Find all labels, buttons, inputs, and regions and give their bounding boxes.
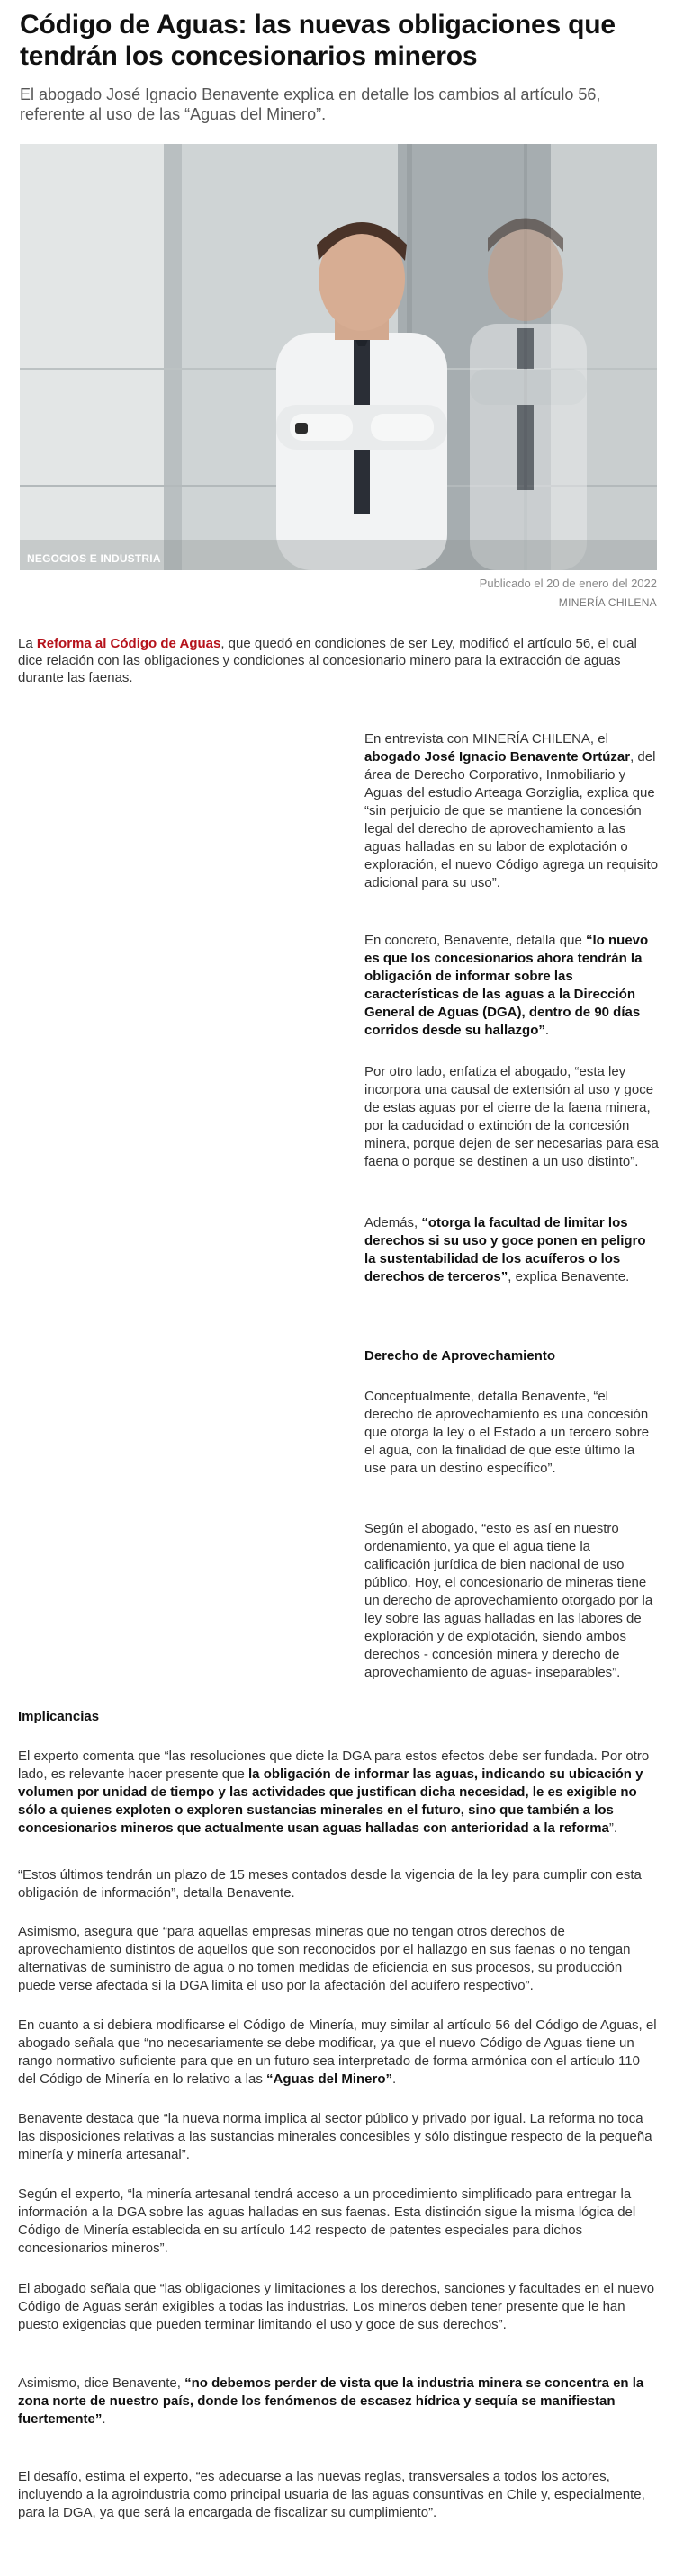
paragraph-text: En cuanto a si debiera modificarse el Código de Minería, muy similar al artículo 56 del Código de Aguas, el abogado señala que “no necesariamente se debe modificar, ya que el nuevo Código de Aguas tiene un rango normativo suficiente para que en un futuro sea interpretado de forma armónica con el artículo 110 del Código de Minería en lo relativo a las (18, 2017, 657, 2087)
category-tag[interactable]: NEGOCIOS E INDUSTRIA (27, 552, 161, 565)
bold-text: “otorga la facultad de limitar los derechos si su uso y goce ponen en peligro la sustentabilidad de los acuíferos o los derechos de terceros” (364, 1215, 646, 1284)
paragraph-text: Asimismo, dice Benavente, (18, 2375, 185, 2391)
paragraph-text: En entrevista con MINERÍA CHILENA, el (364, 731, 608, 747)
section-heading: Implicancias (18, 1709, 100, 1724)
paragraph-text: . (102, 2411, 106, 2427)
source-label: MINERÍA CHILENA (558, 596, 657, 609)
reforma-link[interactable]: Reforma al Código de Aguas (36, 636, 221, 651)
column-paragraph (364, 730, 660, 892)
body-paragraph (18, 2375, 659, 2428)
bold-text: “no debemos perder de vista que la industria minera se concentra en la zona norte de nuestro país, donde los fenómenos de escasez hídrica y sequía se manifiestan fuertemente” (18, 2375, 644, 2427)
paragraph-text: . (392, 2071, 397, 2087)
body-paragraph: El abogado señala que “las obligaciones y limitaciones a los derechos, sanciones y facultades en el nuevo Código de Aguas serán exigibles a todas las industrias. Los mineros deben tener presente que le han puesto exigencias que pueden terminar limitando el uso y goce de sus derechos”. (18, 2281, 655, 2332)
paragraph-text: , del área de Derecho Corporativo, Inmobiliario y Aguas del estudio Arteaga Gorziglia, explica que “sin perjuicio de que se mantiene la concesión legal del derecho de aprovechamiento a las aguas halladas en su labor de explotación o exploración, el nuevo Código agrega un requisito adicional para su uso”. (364, 749, 659, 890)
bold-text: abogado José Ignacio Benavente Ortúzar (364, 749, 631, 765)
bold-text: la obligación de informar las aguas, indicando su ubicación y volumen por unidad de tiempo y las actividades que justifican dicha necesidad, le es exigible no sólo a quienes exploten o exploren sustancias minerales en el futuro, sino que también a los concesionarios mineros que actualmente usan aguas halladas con anterioridad a la reforma (18, 1767, 644, 1836)
paragraph-text: . (544, 1023, 550, 1038)
bold-text: “Aguas del Minero” (266, 2071, 393, 2087)
body-paragraph: Según el experto, “la minería artesanal tendrá acceso a un procedimiento simplificado para entregar la información a la DGA sobre las aguas halladas en sus faenas. Esta distinción sigue la misma lógica del Código de Minería establecida en su artículo 142 respecto de patentes especiales para dichos concesionarios mineros”. (18, 2187, 636, 2256)
body-paragraph: “Estos últimos tendrán un plazo de 15 meses contados desde la vigencia de la ley para cumplir con esta obligación de información”, detalla Benavente. (18, 1867, 642, 1901)
column-paragraph: Conceptualmente, detalla Benavente, “el derecho de aprovechamiento es una concesión que otorga la ley o el Estado a un tercero sobre el agua, con la finalidad de que este último la use para un destino específico”. (364, 1389, 650, 1476)
body-paragraph: Asimismo, asegura que “para aquellas empresas mineras que no tengan otros derechos de aprovechamiento distintos de aquellos que son reconocidos por el hallazgo en sus faenas o no tengan alternativas de suministro de agua o no tomen medidas de eficiencia en sus procesos, su producción puede verse afectada si la DGA limita el uso por la afectación del acuífero respectivo”. (18, 1924, 631, 1993)
paragraph-text: ”. (608, 1820, 618, 1836)
portrait-illustration (20, 144, 657, 570)
hero-photo (20, 144, 657, 570)
section-heading: Derecho de Aprovechamiento (364, 1348, 555, 1364)
publish-date: Publicado el 20 de enero del 2022 (479, 577, 657, 590)
intro-text-end: , que quedó en condiciones de ser Ley, modificó el artículo 56, el cual dice relación con las obligaciones y condiciones al concesionario minero para la extracción de aguas durante las faenas. (18, 636, 637, 685)
column-paragraph (364, 932, 660, 1040)
paragraph-text: Además, (364, 1215, 422, 1230)
article-title: Código de Aguas: las nuevas obligaciones que tendrán los concesionarios mineros (20, 10, 616, 71)
column-paragraph: Según el abogado, “esto es así en nuestro ordenamiento, ya que el agua tiene la calificación jurídica de bien nacional de uso público. Hoy, el concesionario de mineras tiene un derecho de aprovechamiento otorgado por la ley sobre las aguas halladas en las labores de exploración y de explotación, siendo ambos derechos - concesión minera y derecho de aprovechamiento de aguas- inseparables”. (364, 1521, 653, 1680)
bold-text: “lo nuevo es que los concesionarios ahora tendrán la obligación de informar sobre las características de las aguas a la Dirección General de Aguas (DGA), dentro de 90 días corridos desde su hallazgo” (364, 933, 649, 1038)
body-paragraph (18, 1748, 659, 1838)
column-paragraph (364, 1214, 660, 1286)
paragraph-text: El experto comenta que “las resoluciones que dicte la DGA para estos efectos debe ser fundada. Por otro lado, es relevante hacer presente que (18, 1749, 650, 1782)
body-paragraph: El desafío, estima el experto, “es adecuarse a las nuevas reglas, transversales a todos los actores, incluyendo a la agroindustria como principal usuaria de las aguas consuntivas en Chile y, especialmente, para la DGA, ya que será la encargada de fiscalizar su cumplimiento”. (18, 2469, 645, 2520)
paragraph-text: , explica Benavente. (508, 1269, 630, 1284)
column-paragraph: Por otro lado, enfatiza el abogado, “esta ley incorpora una causal de extensión al uso y goce de estas aguas por el cierre de la faena minera, por la caducidad o extinción de la concesión minera, porque dejen de ser necesarias para esa faena o porque se destinen a un uso distinto”. (364, 1064, 659, 1169)
body-paragraph (18, 2017, 659, 2089)
body-paragraph: Benavente destaca que “la nueva norma implica al sector público y privado por igual. La reforma no toca las disposiciones relativas a las sustancias minerales concesibles y sólo distingue respecto de la pequeña minería y minería artesanal”. (18, 2111, 652, 2162)
paragraph-text: En concreto, Benavente, detalla que (364, 933, 587, 948)
article-subtitle: El abogado José Ignacio Benavente explica en detalle los cambios al artículo 56, referente al uso de las “Aguas del Minero”. (20, 85, 601, 123)
intro-text-start: La (18, 636, 37, 651)
intro-paragraph (18, 635, 659, 686)
